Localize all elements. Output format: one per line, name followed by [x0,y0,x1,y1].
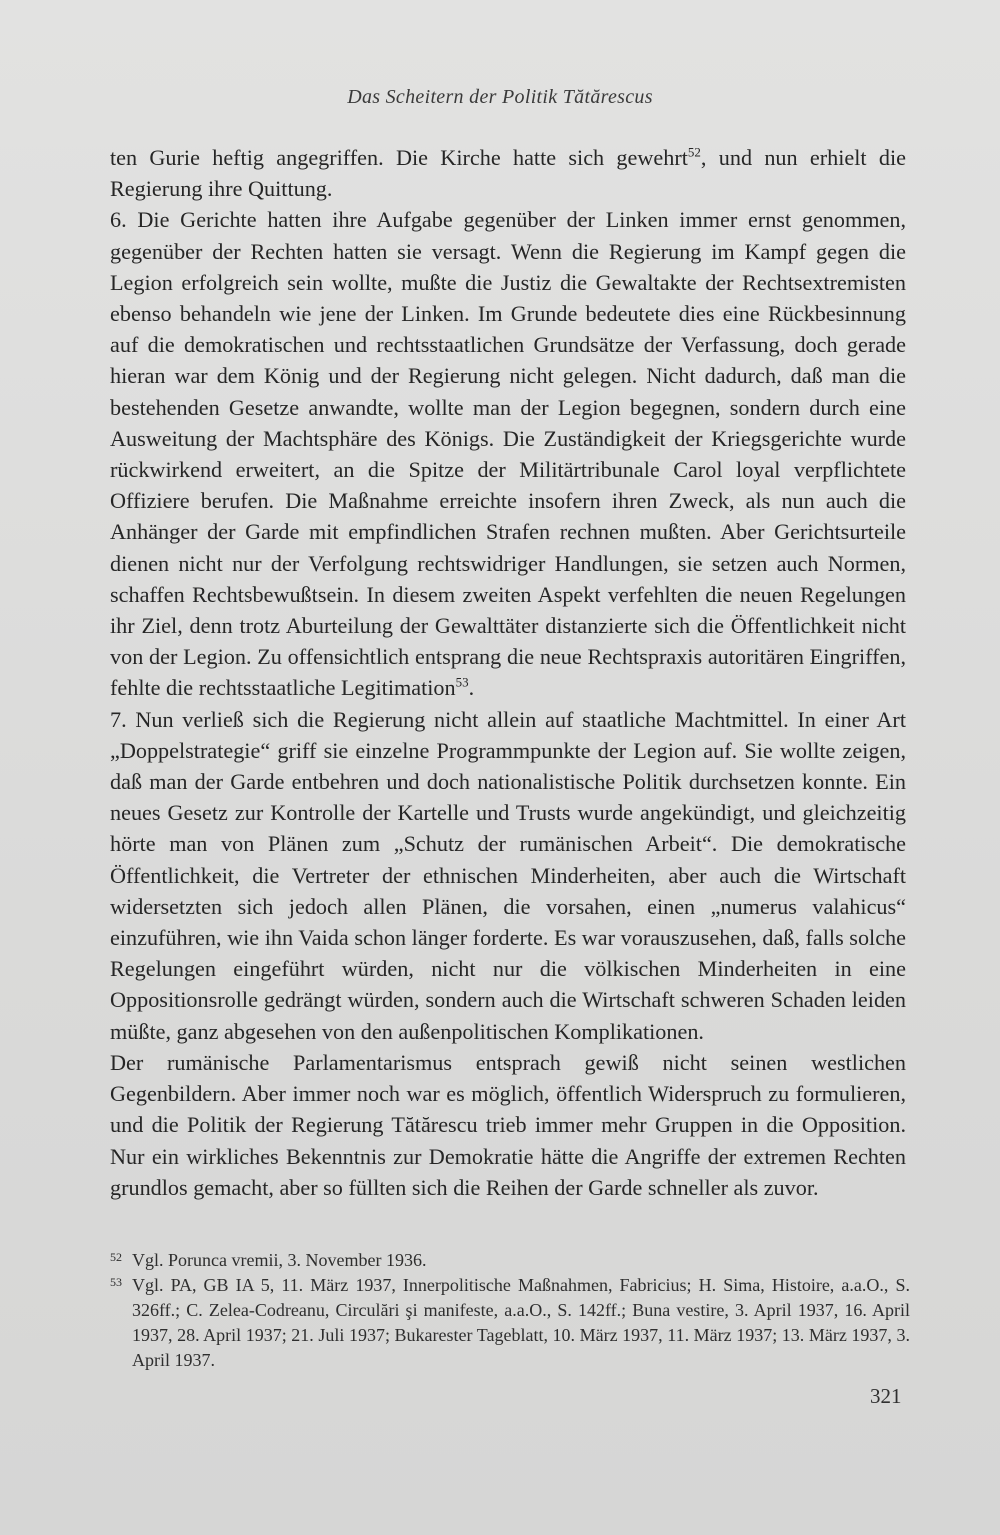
page-number: 321 [870,1384,902,1408]
footnote-52 [110,1248,910,1273]
footnote-text: Vgl. Poruncа vremii, 3. November 1936. [132,1250,427,1270]
paragraph-2 [110,204,906,703]
paragraph-1-text: ten Gurie heftig angegriffen. Die Kirche hatte sich gewehrt [110,145,688,170]
footnote-ref-52[interactable]: 52 [687,144,701,160]
paragraph-1 [110,142,906,204]
footnote-number: 53 [110,1275,122,1289]
footnote-53 [110,1273,910,1373]
running-head: Das Scheitern der Politik Tătărescus [347,86,653,108]
main-text [110,142,906,1203]
footnote-text: Vgl. PA, GB IA 5, 11. März 1937, Innerpolitische Maßnahmen, Fabricius; H. Sima, Histoire, a.a.O., S. 326ff.; C. Zelea-Codreanu, Circulări şi manifeste, a.a.O., S. 142ff.; Buna vestire, 3. April 1937, 16. April 1937, 28. April 1937; 21. Juli 1937; Bukarester Tageblatt, 10. März 1937, 11. März 1937; 13. März 1937, 3. April 1937. [132,1275,910,1370]
paragraph-2-text: 6. Die Gerichte hatten ihre Aufgabe gegenüber der Linken immer ernst genommen, gegenüber der Rechten hatten sie versagt. Wenn die Regierung im Kampf gegen die Legion erfolgreich sein wollte, mußte die Justiz die Gewaltakte der Rechtsextremisten ebenso behandeln wie jene der Linken. Im Grunde bedeutete dies eine Rückbesinnung auf die demokratischen und rechtsstaatlichen Grundsätze der Verfassung, doch gerade hieran war dem König und der Regierung nicht gelegen. Nicht dadurch, daß man die bestehenden Gesetze anwandte, wollte man der Legion begegnen, sondern durch eine Ausweitung der Machtsphäre des Königs. Die Zuständigkeit der Kriegsgerichte wurde rückwirkend erweitert, an die Spitze der Militärtribunale Carol loyal verpflichtete Offiziere berufen. Die Maßnahme erreichte insofern ihren Zweck, als nun auch die Anhänger der Garde mit empfindlichen Strafen rechnen mußten. Aber Gerichtsurteile dienen nicht nur der Verfolgung rechtswidriger Handlungen, sie setzen auch Normen, schaffen Rechtsbewußtsein. In diesem zweiten Aspekt verfehlten die neuen Regelungen ihr Ziel, denn trotz Aburteilung der Gewalttäter distanzierte sich die Öffentlichkeit nicht von der Legion. Zu offensichtlich entsprang die neue Rechtspraxis autoritären Eingriffen, fehlte die rechtsstaatliche Legitimation [110,207,906,701]
footnotes [110,1248,910,1373]
paragraph-4: Der rumänische Parlamentarismus entsprach gewiß nicht seinen westlichen Gegenbildern. Aber immer noch war es möglich, öffentlich Widerspruch zu formulieren, und die Politik der Regierung Tătărescu trieb immer mehr Gruppen in die Opposition. Nur ein wirkliches Bekenntnis zur Demokratie hätte die Angriffe der extremen Rechten grundlos gemacht, aber so füllten sich die Reihen der Garde schneller als zuvor. [110,1049,906,1200]
paragraph-3: 7. Nun verließ sich die Regierung nicht allein auf staatliche Machtmittel. In einer Art „Doppelstrategie“ griff sie einzelne Programmpunkte der Legion auf. Sie wollte zeigen, daß man der Garde entbehren und doch nationalistische Politik durchsetzen konnte. Ein neues Gesetz zur Kontrolle der Kartelle und Trusts wurde angekündigt, und gleichzeitig hörte man von Plänen zum „Schutz der rumänischen Arbeit“. Die demokratische Öffentlichkeit, die Vertreter der ethnischen Minderheiten, aber auch die Wirtschaft widersetzten sich jedoch allen Plänen, die vorsahen, einen „numerus valahicus“ einzuführen, wie ihn Vaida schon länger forderte. Es war vorauszusehen, daß, falls solche Regelungen eingeführt würden, nicht nur die völkischen Minderheiten in eine Oppositionsrolle gedrängt würden, sondern auch die Wirtschaft schweren Schaden leiden müßte, ganz abgesehen von den außenpolitischen Komplikationen. [110,706,906,1044]
footnote-ref-53[interactable]: 53 [455,675,469,691]
paragraph-1-text-after: , und nun erhielt die Regierung ihre Quittung. [110,145,906,202]
footnote-number: 52 [110,1250,122,1264]
paragraph-2-text-after: . [468,675,475,701]
